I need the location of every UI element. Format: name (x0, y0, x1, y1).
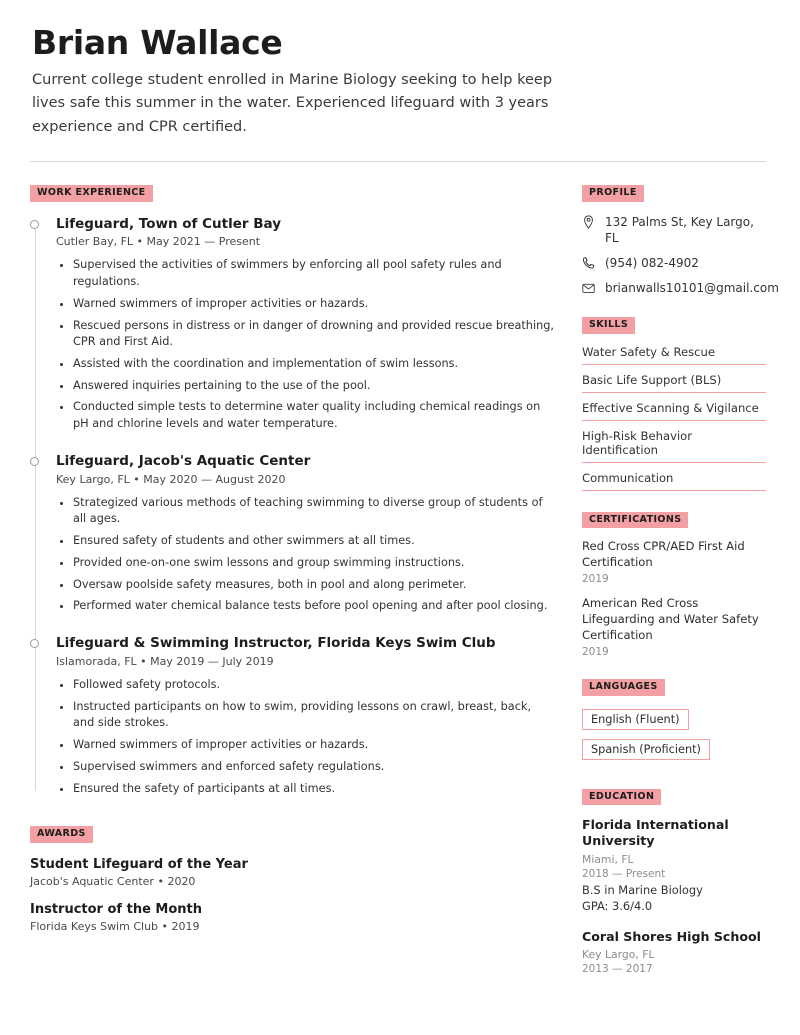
envelope-icon (582, 281, 600, 295)
contact-phone-text: (954) 082-4902 (605, 255, 699, 270)
skill-item: Effective Scanning & Vigilance (582, 401, 766, 421)
education-dates: 2013 — 2017 (582, 963, 653, 976)
job-bullet: • Ensured the safety of participants at all times. (73, 781, 554, 798)
education-item (582, 817, 766, 913)
skills-list (582, 345, 766, 491)
work-experience-item (56, 635, 554, 797)
resume-header (30, 23, 768, 139)
timeline-dot-icon (30, 639, 39, 648)
language-item: Spanish (Proficient) (582, 739, 710, 760)
location-pin-icon (582, 215, 600, 229)
skills-section (582, 312, 766, 490)
education-location: Miami, FL (582, 852, 634, 866)
job-bullet: • Supervised the activities of swimmers by enforcing all pool safety rules and regulations. (73, 257, 554, 290)
timeline-dot-icon (30, 220, 39, 229)
education-school: Coral Shores High School (582, 928, 761, 944)
profile-section (582, 180, 779, 296)
job-bullet: • Warned swimmers of improper activities or hazards. (73, 296, 554, 313)
contact-email (582, 280, 779, 296)
job-title: Lifeguard, Town of Cutler Bay (56, 215, 282, 232)
certification-name: American Red Cross Lifeguarding and Water Safety Certification (582, 596, 759, 643)
timeline-dot-icon (30, 457, 39, 466)
award-item (30, 857, 554, 888)
education-dates: 2018 — Present (582, 867, 666, 880)
skill-item: Basic Life Support (BLS) (582, 373, 766, 393)
job-bullet: • Rescued persons in distress or in danger of drowning and provided rescue breathing, CPR and First Aid. (73, 318, 554, 351)
education-degree: B.S in Marine Biology (582, 882, 703, 897)
job-meta: Islamorada, FL • May 2019 — July 2019 (56, 654, 274, 668)
award-meta: Jacob's Aquatic Center • 2020 (30, 874, 196, 888)
language-item: English (Fluent) (582, 709, 689, 730)
left-column (30, 180, 566, 991)
education-item (582, 929, 766, 975)
job-meta: Cutler Bay, FL • May 2021 — Present (56, 235, 261, 249)
certification-year: 2019 (582, 646, 609, 659)
certification-year: 2019 (582, 573, 609, 586)
resume-body (30, 180, 779, 991)
skill-item: High-Risk Behavior Identification (582, 429, 766, 463)
job-title: Lifeguard, Jacob's Aquatic Center (56, 452, 311, 469)
languages-list (582, 708, 766, 768)
job-bullet: • Warned swimmers of improper activities or hazards. (73, 737, 554, 754)
certifications-section (582, 507, 766, 658)
job-bullet: • Followed safety protocols. (73, 677, 554, 694)
work-experience-list (30, 216, 554, 798)
award-title: Student Lifeguard of the Year (30, 856, 248, 872)
contact-phone (582, 255, 766, 271)
job-bullet: • Assisted with the coordination and implementation of swim lessons. (73, 356, 554, 373)
job-bullet: • Oversaw poolside safety measures, both in pool and along perimeter. (73, 577, 554, 594)
education-school: Florida International University (582, 816, 729, 849)
certification-item (582, 596, 766, 658)
job-bullet: • Instructed participants on how to swim, providing lessons on crawl, breast, back, and side strokes. (73, 699, 554, 732)
award-meta: Florida Keys Swim Club • 2019 (30, 919, 200, 933)
contact-address-text: 132 Palms St, Key Largo, FL (605, 214, 754, 245)
education-gpa: GPA: 3.6/4.0 (582, 898, 653, 913)
section-label-education: EDUCATION (582, 789, 661, 805)
work-experience-item (56, 453, 554, 615)
job-bullets (56, 495, 554, 615)
job-bullets (56, 677, 554, 797)
job-bullet: • Supervised swimmers and enforced safety regulations. (73, 759, 554, 776)
job-bullet: • Answered inquiries pertaining to the use of the pool. (73, 378, 554, 395)
work-experience-item (56, 216, 554, 433)
skill-item: Communication (582, 471, 766, 491)
job-bullet: • Ensured safety of students and other swimmers at all times. (73, 533, 554, 550)
page-title: Brian Wallace (32, 23, 283, 62)
section-label-skills: SKILLS (582, 317, 635, 333)
skill-item: Water Safety & Rescue (582, 345, 766, 365)
profile-summary: Current college student enrolled in Marine Biology seeking to help keep lives safe this summer in the water. Experienced lifeguard with 3 years experience and CPR certified. (32, 71, 553, 135)
awards-section (30, 821, 554, 932)
certification-item (582, 539, 766, 585)
contact-address (582, 214, 766, 246)
section-label-awards: AWARDS (30, 826, 93, 842)
award-title: Instructor of the Month (30, 901, 203, 917)
phone-icon (582, 256, 600, 270)
job-bullets (56, 257, 554, 432)
section-label-profile: PROFILE (582, 185, 644, 201)
job-title: Lifeguard & Swimming Instructor, Florida Keys Swim Club (56, 635, 496, 652)
education-location: Key Largo, FL (582, 948, 655, 962)
job-meta: Key Largo, FL • May 2020 — August 2020 (56, 472, 286, 486)
section-label-certifications: CERTIFICATIONS (582, 512, 688, 528)
job-bullet: • Performed water chemical balance tests before pool opening and after pool closing. (73, 598, 554, 615)
languages-section (582, 674, 766, 767)
right-column (566, 180, 779, 991)
job-bullet: • Conducted simple tests to determine water quality including chemical readings on pH and chlorine levels and water temperature. (73, 399, 554, 432)
contact-email-text: brianwalls10101@gmail.com (605, 281, 779, 296)
header-divider (30, 161, 766, 162)
education-section (582, 784, 766, 976)
certification-name: Red Cross CPR/AED First Aid Certification (582, 539, 745, 570)
contact-list (582, 214, 779, 297)
award-item (30, 902, 554, 933)
section-label-work-experience: WORK EXPERIENCE (30, 185, 153, 201)
section-label-languages: LANGUAGES (582, 679, 665, 695)
job-bullet: • Strategized various methods of teaching swimming to diverse group of students of all ages. (73, 495, 554, 528)
job-bullet: • Provided one-on-one swim lessons and group swimming instructions. (73, 555, 554, 572)
